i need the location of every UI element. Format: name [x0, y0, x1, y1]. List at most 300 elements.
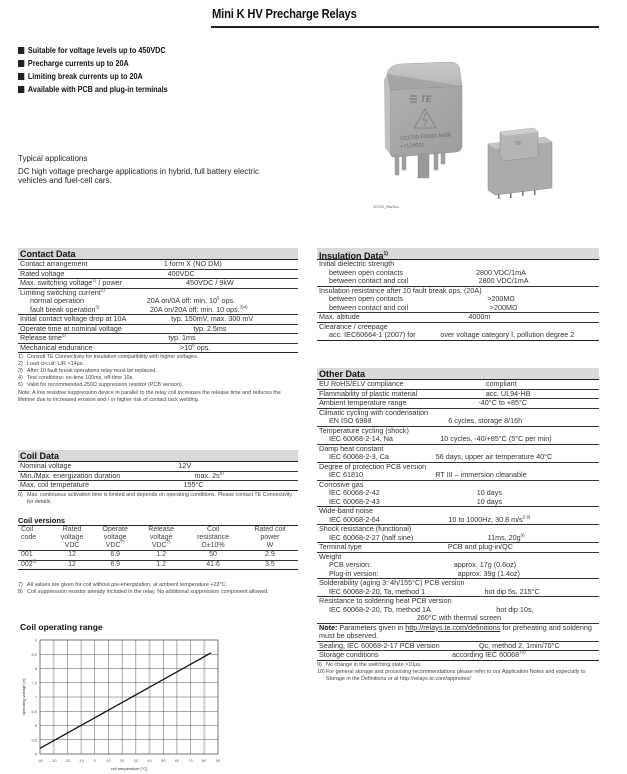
spec-label-text: normal operation	[30, 296, 84, 305]
spec-value	[89, 481, 298, 490]
typical-applications-heading: Typical applications	[18, 154, 88, 163]
spec-value-text: hot dip 10s,	[496, 604, 534, 614]
other-data-section	[317, 368, 599, 683]
y-tick-label: 5	[34, 751, 37, 757]
spec-value-text: -40°C to +85°C	[478, 398, 528, 407]
spec-label	[20, 260, 88, 269]
spec-label-text: between contact and coil	[329, 276, 409, 285]
spec-label-text: Storage conditions	[319, 650, 379, 659]
x-tick-label: 30	[133, 758, 139, 763]
spec-row	[18, 481, 298, 491]
footnote-number: 8)	[18, 589, 23, 595]
column-header	[242, 526, 298, 535]
spec-value-text: 10 days	[476, 488, 502, 497]
insulation-data-section	[317, 248, 599, 341]
cell-resistance	[184, 560, 242, 570]
spec-value	[120, 472, 298, 481]
spec-label-text: between contact and coil	[329, 302, 409, 312]
footnote	[18, 589, 303, 596]
x-tick-label: -40	[37, 758, 43, 763]
footnote	[18, 361, 298, 368]
spec-value-text: 155°C	[183, 480, 204, 489]
footnote-number: 5)	[18, 382, 23, 388]
footnote-number: 2)	[18, 361, 23, 367]
column-header-text: code	[21, 534, 37, 541]
spec-label-text: Weight	[319, 551, 342, 561]
spec-label	[319, 313, 360, 322]
spec-value-text: acc. UL94-HB	[485, 388, 531, 398]
typical-applications-text: DC high voltage precharge applications in hybrid, full battery electric vehicles and fuel-cell cars.	[18, 167, 260, 185]
footnote-text: For general storage and processing recommendations please refer to our Application Notes and especially to Storage in the Definitions or at http://relays.te.com/appnotes/	[326, 668, 586, 682]
spec-label-text: Min./Max. energization duration	[20, 470, 121, 480]
spec-label-text: Resistance to soldering heat PCB version	[319, 596, 452, 605]
spec-value-text: 20A on/20A off: min. 10 ops.	[149, 304, 240, 314]
header-row	[18, 526, 298, 535]
spec-value-text: approx. 17g (0.6oz)	[453, 560, 517, 569]
spec-row	[317, 331, 599, 341]
coil-data-section	[18, 450, 298, 506]
footnote-number: 3)	[18, 368, 23, 374]
spec-label-text: Plug-in version:	[329, 568, 379, 578]
spec-value-text: 400VDC	[167, 268, 195, 278]
footnote-ref: 1)	[92, 277, 97, 283]
column-header	[184, 534, 242, 542]
column-header	[18, 534, 52, 542]
contact-data-section	[18, 248, 298, 404]
spec-label	[20, 462, 72, 471]
contact-note: Note: A low resistive suppression device in parallel to the relay coil increases the release time and reduces the lifetime due to increased erosion and / or higher risk of contact tack welding.	[18, 390, 281, 403]
spec-label-text: fault break operation	[30, 304, 96, 314]
spec-value-text: >200MΩ	[487, 294, 515, 303]
column-header	[92, 534, 138, 542]
spec-label-text: Operate time at nominal voltage	[20, 323, 122, 333]
spec-label	[319, 435, 393, 444]
coil-version-row	[18, 551, 298, 561]
spec-label	[20, 325, 122, 334]
y-tick-label: 8	[34, 666, 37, 671]
footnote-ref: 7)	[166, 539, 171, 545]
x-axis-label: coil temperature [°C]	[110, 766, 148, 771]
spec-label	[20, 472, 120, 481]
spec-value-text: >10	[180, 342, 193, 352]
spec-label-text: Corrosive gas	[319, 479, 364, 489]
spec-label-text: EN ISO 6988	[329, 416, 372, 425]
x-tick-label: 20	[119, 758, 125, 763]
spec-label-text: Sealing, IEC 60068-2-17 PCB version	[319, 640, 440, 650]
spec-value	[66, 334, 298, 343]
image-caption: 30700_fbw5co	[373, 204, 400, 209]
x-tick-label: -20	[64, 758, 71, 763]
x-tick-label: -10	[78, 758, 84, 763]
spec-label	[20, 270, 64, 279]
spec-value-text: 2800 VDC/1mA	[478, 276, 529, 285]
footnote-ref: 6)	[219, 470, 224, 476]
spec-label	[319, 606, 431, 615]
footnote-ref: 7)	[120, 539, 125, 545]
footnote-number: 7)	[18, 582, 23, 588]
cell-operate	[92, 551, 138, 561]
spec-value-suffix: ops.	[194, 342, 211, 352]
spec-value-text: typ. 1ms	[168, 333, 196, 342]
spec-value-text: 10 cycles, -40/+85°C (5°C per min)	[440, 434, 552, 443]
column-header	[242, 542, 298, 551]
spec-label	[20, 315, 126, 324]
spec-label-text: Limiting switching current	[20, 287, 101, 297]
footnote-ref: 9)	[520, 532, 525, 538]
spec-label	[20, 306, 100, 315]
spec-value	[319, 614, 599, 623]
spec-value	[363, 471, 599, 480]
bullet-square-icon	[18, 73, 24, 80]
spec-label-text: Terminal type	[319, 542, 362, 551]
part-number-label: V23700-F0002-A408	[399, 132, 452, 142]
spec-label	[319, 543, 362, 552]
footnote-text: All values are given for coil without pre-energization, at ambient temperature +23°C.	[27, 582, 228, 588]
spec-label-text: IEC 60068-2-27 (half sine)	[329, 532, 414, 542]
spec-value	[88, 260, 298, 269]
spec-value	[72, 462, 298, 471]
spec-value-text: according IEC 60068	[451, 650, 520, 659]
spec-label-text: Temperature cycling (shock)	[319, 425, 409, 435]
column-header-text: voltage	[103, 534, 127, 541]
footnote	[18, 375, 298, 382]
spec-label	[319, 304, 408, 313]
bullet-square-icon	[18, 60, 24, 67]
spec-label-text: Damp heat constant	[319, 443, 384, 453]
cell-value: 002	[21, 560, 33, 568]
spec-value	[404, 380, 599, 389]
spec-label	[319, 399, 407, 408]
cell-value: 1.2	[156, 560, 167, 568]
column-header	[138, 539, 184, 551]
spec-label-text: Clearance / creepage	[319, 321, 388, 331]
spec-label-text: between open contacts	[329, 267, 403, 277]
series-line	[40, 653, 211, 748]
bullet-square-icon	[18, 47, 24, 54]
cell-power	[242, 551, 298, 561]
footnote-text: Max. continuous activation time is limited and depends on operating conditions. Please contact TE Connectivity for details.	[27, 491, 293, 505]
chart-title: Coil operating range	[20, 622, 103, 632]
column-header	[52, 542, 93, 551]
footnote-ref: 2 9)	[522, 514, 531, 520]
footnote-ref: 3)	[95, 304, 100, 310]
footnote-number: 4)	[18, 375, 23, 381]
column-header	[242, 534, 298, 542]
cell-value: 001	[21, 551, 33, 558]
column-header	[18, 526, 52, 535]
spec-label-text: acc. IEC60664-1 (2007) for	[329, 330, 416, 339]
spec-value	[122, 279, 298, 288]
spec-value-text: >200MΩ	[489, 302, 518, 312]
spec-value-text: 260°C with thermal screen	[416, 613, 502, 622]
column-header-text: VDC	[151, 542, 167, 549]
spec-row	[18, 344, 298, 354]
spec-label	[319, 277, 408, 286]
coil-data-heading: Coil Data	[18, 450, 298, 462]
footnote-number: 6)	[18, 491, 23, 498]
title-divider	[211, 26, 599, 28]
column-header-text: voltage	[149, 534, 173, 541]
spec-value-text: PCB and plug-in/QC	[447, 542, 513, 551]
spec-label	[319, 390, 417, 399]
insulation-heading-footnote: 1)	[383, 251, 388, 257]
spec-value-text: 12V	[178, 461, 192, 470]
column-header-text: power	[260, 534, 280, 541]
y-tick-label: 9	[34, 637, 37, 643]
spec-label-text: Climatic cycling with condensation	[319, 407, 429, 417]
spec-value	[413, 534, 599, 543]
footnote	[18, 492, 298, 506]
spec-label-text: Initial contact voltage drop at 10A	[20, 314, 127, 323]
column-header-text: Operate	[102, 526, 128, 533]
te-logo: TE	[420, 94, 432, 104]
spec-label-text: Rated voltage	[20, 268, 65, 278]
svg-text:TE: TE	[514, 141, 522, 147]
spec-label	[319, 651, 379, 660]
note-label: Note:	[319, 622, 338, 632]
footnote-number: 1)	[18, 354, 23, 360]
spec-value-text: 1 form X (NO DM)	[163, 259, 222, 268]
spec-value	[371, 417, 599, 426]
y-tick-label: 7	[34, 694, 37, 700]
feature-text: Suitable for voltage levels up to 450VDC	[27, 46, 166, 55]
spec-label-text: Shock resistance (functional)	[319, 524, 412, 533]
cell-value: 12	[68, 560, 76, 568]
spec-label	[319, 453, 389, 462]
spec-value	[64, 270, 298, 279]
feature-item	[18, 83, 168, 96]
column-header	[52, 526, 93, 535]
column-header	[138, 534, 184, 542]
cell-power	[242, 560, 298, 570]
spec-label-text: Max. switching voltage	[20, 278, 93, 287]
y-tick-label: 5,5	[31, 737, 37, 743]
cell-value: 50	[209, 551, 217, 558]
column-header	[92, 526, 138, 535]
spec-label	[20, 481, 89, 490]
footnote-text: Consult TE Connectivity for insulation compatibility with higher voltages.	[27, 354, 199, 360]
spec-value-text: 11ms, 20g	[487, 532, 521, 542]
spec-value	[417, 390, 599, 399]
plug-in-relay	[384, 62, 462, 178]
product-image	[370, 62, 560, 212]
y-tick-label: 6	[34, 723, 37, 728]
spec-label	[20, 344, 92, 353]
coil-versions-table	[18, 525, 298, 570]
spec-label	[319, 498, 380, 507]
footnote-text: Test conditions: on-time 100ms, off-time 10s.	[27, 375, 134, 381]
column-header-text: Release	[148, 526, 174, 533]
cell-value: 6.9	[110, 551, 121, 558]
spec-value	[416, 331, 599, 340]
spec-label-text: IEC 60068-2-20, Ta, method 1	[329, 586, 426, 596]
spec-value	[100, 306, 298, 315]
spec-label-text: IEC 60068-2-3, Ca	[329, 452, 389, 461]
y-tick-label: 7,5	[31, 680, 37, 686]
spec-label-text: Max. coil temperature	[20, 480, 90, 489]
spec-value-text: approx. 39g (1.4oz)	[457, 568, 520, 578]
footnote	[18, 582, 303, 589]
column-header	[92, 539, 138, 551]
column-header	[184, 526, 242, 535]
footnote-text: No change in the switching state >10µs.	[326, 661, 422, 668]
spec-value	[126, 315, 298, 324]
cell-rated	[52, 551, 93, 561]
spec-value	[362, 543, 599, 552]
spec-label	[319, 331, 416, 340]
spec-value-text: 2800 VDC/1mA	[476, 267, 526, 277]
spec-label-text: Nominal voltage	[20, 461, 72, 470]
feature-item	[18, 44, 168, 57]
spec-label-text: Wide-band noise	[319, 506, 373, 515]
column-header	[184, 542, 242, 551]
spec-label	[20, 279, 122, 288]
x-tick-label: 40	[147, 758, 152, 763]
spec-label-text: EU RoHS/ELV compliance	[319, 379, 404, 388]
soldering-note	[317, 624, 599, 642]
note-text: Parameters given in	[337, 622, 406, 632]
column-header	[138, 526, 184, 535]
spec-value-text: over voltage category I, pollution degree 2	[440, 330, 575, 339]
column-header-text: voltage	[60, 534, 84, 541]
header-row	[18, 542, 298, 551]
cell-value: 6.9	[110, 560, 121, 568]
spec-value	[389, 453, 599, 462]
spec-value	[92, 344, 298, 353]
x-tick-label: 10	[106, 758, 111, 763]
cell-value: 41.6	[206, 560, 220, 568]
footnote-number: 9)	[317, 661, 322, 668]
coil-version-row	[18, 560, 298, 570]
feature-text: Precharge currents up to 20A	[27, 59, 129, 68]
spec-label-text: IEC 60068-2-64	[329, 514, 380, 524]
column-header-text: VDC	[64, 542, 80, 549]
spec-value-suffix: ops.	[219, 296, 236, 305]
other-data-heading: Other Data	[317, 368, 599, 380]
spec-row	[317, 543, 599, 553]
x-tick-label: 80	[202, 758, 207, 763]
spec-label-text: IEC 60068-2-42	[329, 488, 380, 497]
feature-list	[18, 44, 184, 96]
spec-value-text: RT III – immersion cleanable	[435, 470, 527, 479]
insulation-heading-text: Insulation Data	[319, 251, 384, 261]
column-header-text: VDC	[105, 542, 121, 549]
spec-value-text: 56 days, upper air temperature 40°C	[435, 452, 553, 461]
spec-value-text: 10 days	[476, 496, 502, 506]
spec-value-text: Qc, method 2, 1min/70°C	[478, 640, 560, 650]
footnote	[18, 382, 298, 389]
spec-label-text: between open contacts	[329, 294, 403, 303]
x-tick-label: -30	[50, 758, 57, 763]
spec-label-text: PCB version:	[329, 560, 371, 569]
column-header-text: W	[266, 542, 274, 549]
spec-label	[319, 417, 371, 426]
footnote-text: Coil suppression resistor already included in the relay. No additional suppression component allowed.	[27, 589, 269, 595]
footnote-number: 10)	[317, 668, 325, 675]
footnote	[317, 662, 599, 669]
cell-operate	[92, 560, 138, 570]
column-header-text: Rated coil	[254, 526, 286, 533]
feature-item	[18, 70, 168, 83]
feature-text: Available with PCB and plug-in terminals	[27, 85, 168, 94]
spec-label-text: Flammability of plastic material	[319, 388, 418, 398]
footnote-text: After 10 fault break operations relay must be replaced.	[27, 368, 157, 374]
column-header-text: Rated	[62, 526, 82, 533]
cell-value: 1.2	[156, 551, 167, 558]
spec-value-text: max. 2s	[194, 470, 220, 480]
spec-label-text: Ambient temperature range	[319, 398, 407, 407]
spec-value	[379, 570, 599, 579]
bullet-square-icon	[18, 86, 24, 93]
y-axis-label: operating voltage [V]	[21, 678, 26, 716]
spec-label	[319, 570, 379, 579]
coil-operating-range-chart	[18, 636, 228, 774]
spec-value-text: 20A on/0A off: min. 10	[146, 296, 218, 305]
spec-label	[319, 642, 440, 651]
footnote-text: Valid for recommended 250Ω suppression resistor (PCB version).	[27, 382, 184, 388]
spec-label	[20, 334, 66, 343]
definitions-link[interactable]: http://relays.te.com/definitions	[405, 622, 501, 632]
spec-label-text: IEC 60068-2-43	[329, 496, 380, 506]
spec-label-text: Release time	[20, 333, 62, 342]
spec-value	[408, 304, 599, 313]
column-header-text: Coil	[207, 526, 220, 533]
column-header-text: resistance	[197, 534, 229, 541]
cell-release	[138, 560, 184, 570]
spec-label-text: Contact arrangement	[20, 259, 88, 268]
spec-label-text: Initial dielectric strength	[319, 259, 395, 268]
column-header	[18, 542, 52, 551]
spec-value-text: typ. 2.5ms	[193, 323, 227, 333]
cell-rated	[52, 560, 93, 570]
footnote-ref: 3)4)	[239, 304, 248, 310]
spec-value-text: 10 to 1000Hz, 30.8 m/s	[448, 514, 523, 524]
spec-label-text: IEC 60068-2-20, Tb, method 1A	[329, 604, 431, 614]
spec-label-suffix: / power	[96, 278, 122, 287]
spec-value	[122, 325, 298, 334]
spec-value	[407, 399, 600, 408]
spec-label-text: Solderability (aging 3: 4h/155°C) PCB version	[319, 578, 465, 587]
y-tick-label: 8,5	[31, 651, 37, 657]
cell-resistance	[184, 551, 242, 561]
footnote-ref: 5)	[61, 332, 66, 338]
contact-data-heading: Contact Data	[18, 248, 298, 260]
footnote-ref: 5	[217, 295, 220, 301]
x-tick-label: 50	[161, 758, 166, 763]
spec-label-text: IEC 60068-2-14, Na	[329, 434, 393, 443]
footnote-ref: 6	[192, 342, 195, 348]
spec-value-text: hot dip 5s, 215°C	[484, 586, 540, 596]
spec-value-text: typ. 150mV, max. 300 mV	[171, 314, 254, 323]
spec-value	[360, 313, 599, 322]
column-header-text: Coil	[21, 526, 34, 533]
footnote-ref: 2)	[100, 287, 105, 293]
spec-label	[319, 380, 404, 389]
spec-value-text: compliant	[485, 379, 517, 388]
spec-label-text: Mechanical endurance	[20, 342, 93, 352]
feature-text: Limiting break currents up to 20A	[27, 72, 143, 81]
spec-label-text: Degree of protection PCB version	[319, 461, 427, 471]
feature-item	[18, 57, 168, 70]
spec-label	[319, 588, 425, 597]
column-header-text: Ω±10%	[201, 542, 225, 549]
footnote-ref: 8)	[32, 558, 37, 564]
column-header	[52, 534, 93, 542]
x-tick-label: 60	[174, 758, 180, 763]
spec-value-text: 450VDC / 9kW	[186, 278, 234, 287]
spec-value-text: 4000m	[468, 312, 491, 321]
cell-code	[18, 560, 52, 570]
